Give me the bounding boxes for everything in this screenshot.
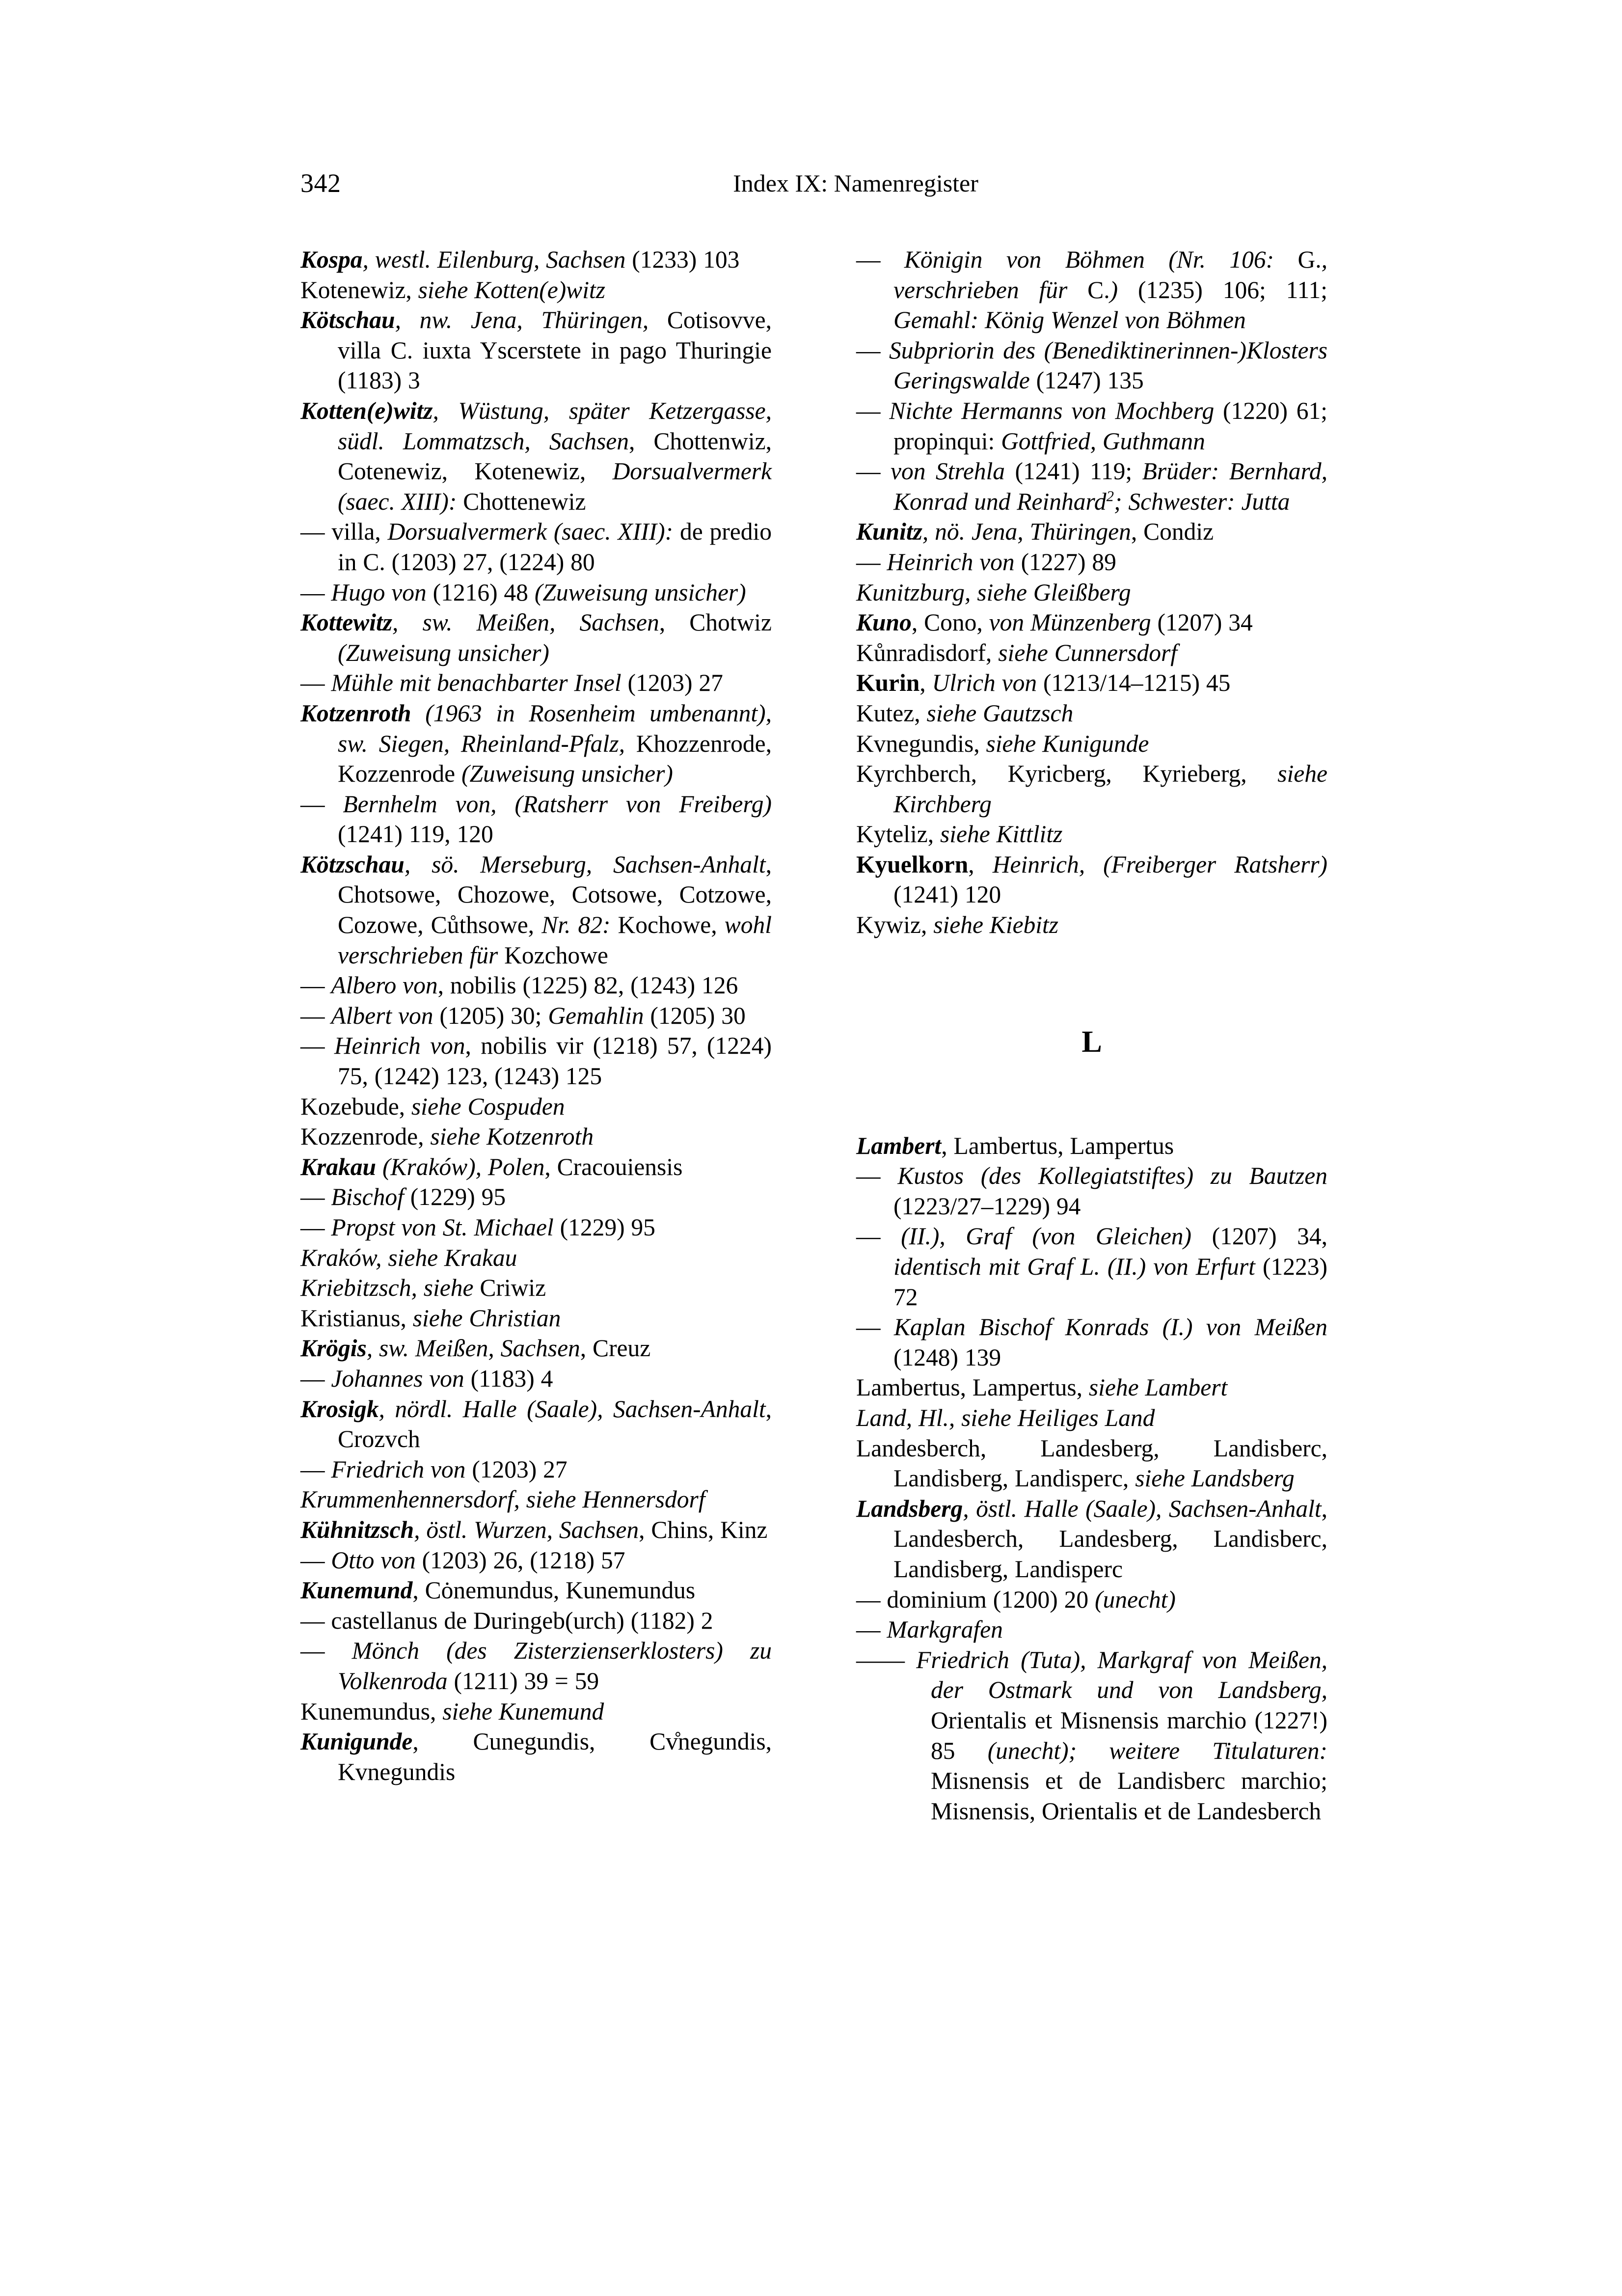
index-headword-entry: Kottewitz, sw. Meißen, Sachsen, Chotwiz (Zuweisung unsicher) [300,609,772,666]
index-sub-entry: — Subpriorin des (Benediktinerinnen-)Klosters Geringswalde (1247) 135 [856,336,1327,394]
index-sub-entry: — Heinrich von, nobilis vir (1218) 57, (1224) 75, (1242) 123, (1243) 125 [300,1032,772,1090]
index-sub-entry: — Nichte Hermanns von Mochberg (1220) 61; propinqui: Gottfried, Guthmann [856,397,1328,455]
index-headword-entry: Kunemund, Cȯnemundus, Kunemundus [300,1577,696,1604]
index-sub-entry: — Bernhelm von, (Ratsherr von Freiberg) (1241) 119, 120 [300,790,772,848]
index-headword-entry: Kötzschau, sö. Merseburg, Sachsen-Anhalt, Chotsowe, Chozowe, Cotsowe, Cotzowe, Cozowe, Cůthsowe, Nr. 82: Kochowe, wohl verschrieben für Kozchowe [300,850,772,969]
index-sub-entry: — castellanus de Duringeb(urch) (1182) 2 [300,1607,713,1634]
index-sub-entry: — Bischof (1229) 95 [300,1183,506,1211]
index-headword-entry: Kywiz, siehe Kiebitz [856,911,1059,939]
index-headword-entry: Kunemundus, siehe Kunemund [300,1697,604,1725]
index-headword-entry: Kriebitzsch, siehe Criwiz [300,1274,546,1302]
index-sub-entry: — Propst von St. Michael (1229) 95 [300,1214,655,1241]
index-headword-entry: Krögis, sw. Meißen, Sachsen, Creuz [300,1335,651,1362]
page-number: 342 [300,168,341,198]
section-letter-spacer-above [856,940,1327,1027]
index-headword-entry: Land, Hl., siehe Heiliges Land [856,1404,1155,1431]
index-headword-entry: Kospa, westl. Eilenburg, Sachsen (1233) 103 [300,246,740,273]
running-head-title: Index IX: Namenregister [733,169,978,197]
index-headword-entry: Kötschau, nw. Jena, Thüringen, Cotisovve, villa C. iuxta Yscerstete in pago Thuringie (1183) 3 [300,306,772,394]
index-headword-entry: Kunigunde, Cunegundis, Cv̊negundis, Kvnegundis [300,1728,772,1785]
index-sub-entry: — Johannes von (1183) 4 [300,1365,553,1392]
index-headword-entry: Kozebude, siehe Cospuden [300,1093,565,1120]
index-columns [300,245,1327,1993]
index-headword-entry: Kvnegundis, siehe Kunigunde [856,730,1149,757]
index-column-left [300,245,772,1787]
index-headword-entry: Kyuelkorn, Heinrich, (Freiberger Ratsherr) (1241) 120 [856,850,1327,908]
index-sub-entry: — Hugo von (1216) 48 (Zuweisung unsicher) [300,578,746,606]
index-sub-entry: — dominium (1200) 20 (unecht) [856,1585,1176,1613]
index-sub-entry: — Heinrich von (1227) 89 [856,548,1116,575]
index-headword-entry: Lambertus, Lampertus, siehe Lambert [856,1374,1228,1401]
index-sub-entry: — (II.), Graf (von Gleichen) (1207) 34, identisch mit Graf L. (II.) von Erfurt (1223) 72 [856,1223,1328,1311]
index-headword-entry: Lambert, Lambertus, Lampertus [856,1132,1174,1159]
index-sub-entry: — Königin von Böhmen (Nr. 106: G., verschrieben für C.) (1235) 106; 111; Gemahl: König Wenzel von Böhmen [856,246,1327,334]
index-headword-entry: Krosigk, nördl. Halle (Saale), Sachsen-Anhalt, Crozvch [300,1395,772,1453]
index-column-right [856,245,1327,1826]
index-sub-entry: — Albero von, nobilis (1225) 82, (1243) 126 [300,972,738,999]
index-headword-entry: Kühnitzsch, östl. Wurzen, Sachsen, Chins, Kinz [300,1516,768,1543]
index-sub-entry: — Mönch (des Zisterzienserklosters) zu Volkenroda (1211) 39 = 59 [300,1637,772,1695]
index-headword-entry: Krakau (Kraków), Polen, Cracouiensis [300,1153,683,1180]
section-letter-heading: L [1081,1025,1102,1059]
index-sub-entry: — Otto von (1203) 26, (1218) 57 [300,1546,625,1574]
index-headword-entry: Kozzenrode, siehe Kotzenroth [300,1123,594,1150]
index-headword-entry: Kotten(e)witz, Wüstung, später Ketzergasse, südl. Lommatzsch, Sachsen, Chottenwiz, Cotenewiz, Kotenewiz, Dorsualvermerk (saec. XIII): Chottenewiz [300,397,772,515]
index-headword-entry: Kyrchberch, Kyricberg, Kyrieberg, siehe Kirchberg [856,760,1327,818]
index-headword-entry: Landesberch, Landesberg, Landisberc, Landisberg, Landisperc, siehe Landsberg [856,1434,1327,1492]
index-headword-entry: Kurin, Ulrich von (1213/14–1215) 45 [856,669,1231,697]
index-sub-entry: — Markgrafen [856,1616,1003,1643]
running-head [300,166,1326,200]
index-headword-entry: Kunitzburg, siehe Gleißberg [856,578,1131,606]
section-letter-spacer-below [856,1057,1327,1131]
index-headword-entry: Kristianus, siehe Christian [300,1304,561,1332]
index-headword-entry: Landsberg, östl. Halle (Saale), Sachsen-Anhalt, Landesberch, Landesberg, Landisberc, Landisberg, Landisperc [856,1495,1327,1583]
index-sub-entry: — von Strehla (1241) 119; Brüder: Bernhard, Konrad und Reinhard$^2$; Schwester: Jutta [856,458,1328,515]
index-sub-entry: — Friedrich von (1203) 27 [300,1455,568,1483]
index-sub-entry: — Mühle mit benachbarter Insel (1203) 27 [300,669,723,697]
index-sub-entry: — Kaplan Bischof Konrads (I.) von Meißen (1248) 139 [856,1313,1328,1371]
index-sub-entry: — villa, Dorsualvermerk (saec. XIII): de predio in C. (1203) 27, (1224) 80 [300,518,772,575]
index-headword-entry: Krummenhennersdorf, siehe Hennersdorf [300,1486,705,1513]
index-headword-entry: Kyteliz, siehe Kittlitz [856,820,1063,848]
index-sub-entry: — Albert von (1205) 30; Gemahlin (1205) 30 [300,1002,746,1029]
index-headword-entry: Kunitz, nö. Jena, Thüringen, Condiz [856,518,1214,546]
index-headword-entry: Kotzenroth (1963 in Rosenheim umbenannt), sw. Siegen, Rheinland-Pfalz, Khozzenrode, Kozzenrode (Zuweisung unsicher) [300,699,772,788]
index-subsub-entry: —— Friedrich (Tuta), Markgraf von Meißen, der Ostmark und von Landsberg, Orientalis et Misnensis marchio (1227!) 85 (unecht); weitere Titulaturen: Misnensis et de Landisberc marchio; Misnensis, Orientalis et de Landesberch [856,1646,1327,1825]
index-headword-entry: Kraków, siehe Krakau [300,1244,517,1271]
index-headword-entry: Kotenewiz, siehe Kotten(e)witz [300,276,605,303]
index-sub-entry: — Kustos (des Kollegiatstiftes) zu Bautzen (1223/27–1229) 94 [856,1162,1327,1220]
index-headword-entry: Kutez, siehe Gautzsch [856,699,1074,727]
index-headword-entry: Kuno, Cono, von Münzenberg (1207) 34 [856,609,1253,636]
index-headword-entry: Kůnradisdorf, siehe Cunnersdorf [856,639,1178,666]
